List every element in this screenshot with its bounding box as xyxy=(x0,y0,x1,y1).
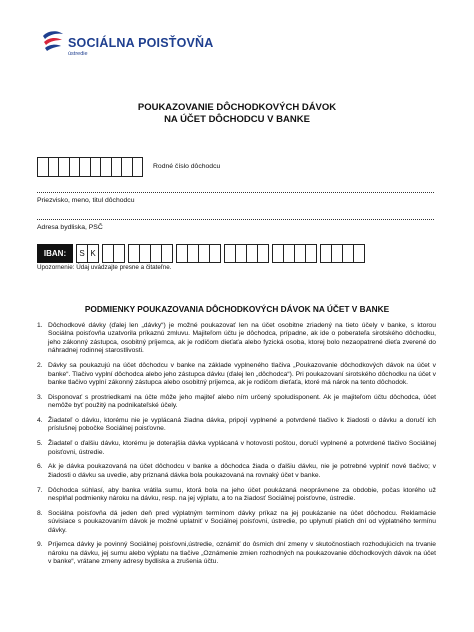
iban-digit-box[interactable] xyxy=(353,244,365,263)
conditions-list xyxy=(37,322,436,573)
condition-item: 5. Žiadateľ o ďalšiu dávku, ktorému je doterajšia dávka vyplácaná v hotovosti poštou, doručí vyplnené a potvrdené tlačivo Sociálnej poisťovni, ústredie. xyxy=(37,440,436,456)
iban-digit-box[interactable] xyxy=(209,244,221,263)
iban-digit-box[interactable] xyxy=(305,244,317,263)
iban-digit-box[interactable] xyxy=(113,244,125,263)
iban-prefix-box: S xyxy=(76,244,88,263)
iban-input[interactable] xyxy=(76,244,364,263)
name-field-label: Priezvisko, meno, titul dôchodcu xyxy=(37,197,135,204)
logo xyxy=(40,28,214,58)
condition-item: 7. Dôchodca súhlasí, aby banka vrátila sumu, ktorá bola na jeho účet poukázaná neoprávnene za obdobie, počas ktorého už nesplňal podmienky nároku na dávku, resp. na jej výplatu, a to na žiadosť Sociálnej poisťovne, ústredie. xyxy=(37,486,436,503)
name-field-line[interactable] xyxy=(37,192,434,193)
upozornenie-note: Upozornenie: Údaj uvádzajte presne a čitateľne. xyxy=(37,264,172,271)
form-title-line-1: POUKAZOVANIE DÔCHODKOVÝCH DÁVOK xyxy=(137,102,337,113)
condition-item: 9. Príjemca dávky je povinný Sociálnej poisťovni,ústredie, oznámiť do ôsmich dní zmeny v skutočnostiach rozhodujúcich na trvanie nároku na dávku, jej sumu alebo výplatu na tlačive „Oznámenie zmien rozhodných na poukazovanie dôchodkových dávok na účet v banke“, vrátane zmeny adresy bydliska a zrušenia účtu. xyxy=(37,541,436,566)
condition-item: 1. Dôchodkové dávky (ďalej len „dávky“) je možné poukazovať len na účet osobitne zriadený na tieto účely v banke, s ktorou Sociálna poisťovňa uzatvorila príkaznú zmluvu. Majiteľom účtu je dôchodca, prípadne, ak ide o poberateľa sirotského dôchodku, jeho zákonný zástupca, osobitný príjemca, ak je rodičom dieťaťa alebo fyzická osoba, ktorej bolo nezaopatrené dieťa zverené do náhradnej rodinnej starostlivosti. xyxy=(37,322,436,355)
logo-subtitle: ústredie xyxy=(68,51,88,57)
form-title-line-2: NA ÚČET DÔCHODCU V BANKE xyxy=(164,114,310,125)
iban-digit-box[interactable] xyxy=(161,244,173,263)
rodne-cislo-label: Rodné číslo dôchodcu xyxy=(153,163,221,170)
conditions-title: PODMIENKY POUKAZOVANIA DÔCHODKOVÝCH DÁVOK NA ÚČET V BANKE xyxy=(84,304,390,314)
condition-item: 4. Žiadateľ o dávku, ktorému nie je vyplácaná žiadna dávka, pripojí vyplnené a potvrdené tlačivo k žiadosti o dávku a doručí ich príslušnej pobočke Sociálnej poisťovne. xyxy=(37,416,436,433)
digit-box[interactable] xyxy=(132,157,144,177)
iban-digit-box[interactable] xyxy=(257,244,269,263)
rodne-cislo-input[interactable] xyxy=(37,157,142,177)
logo-name: SOCIÁLNA POISŤOVŇA xyxy=(68,36,214,50)
address-field-label: Adresa bydliska, PSČ xyxy=(37,224,103,231)
condition-item: 3. Disponovať s prostriedkami na účte môže jeho majiteľ alebo ním určený spoludisponent. Ak je majiteľom účtu dôchodca, účet nemôže byť použitý na podnikateľské účely. xyxy=(37,393,436,410)
condition-item: 6. Ak je dávka poukazovaná na účet dôchodcu v banke a dôchodca žiada o ďalšiu dávku, nie je potrebné vyplniť nové tlačivo; v žiadosti o dávku sa uvedie, aby priznaná dávka bola poukazovaná na rovnaký účet v banke. xyxy=(37,463,436,479)
iban-label: IBAN: xyxy=(37,244,73,263)
condition-item: 8. Sociálna poisťovňa dá jeden deň pred výplatným termínom dávky príkaz na jej poukázanie na účet dôchodcu. Reklamácie súvisiace s poukazovaním dávok je možné uplatniť v Sociálnej poisťovni, ústredie, po uplynutí piatich dní od výplatného termínu dávky. xyxy=(37,509,436,534)
condition-item: 2. Dávky sa poukazujú na účet dôchodcu v banke na základe vyplneného tlačiva „Poukazovanie dôchodkových dávok na účet v banke“. Tlačivo vyplní dôchodca alebo jeho zástupca dávku (ďalej len „dôchodca“). Pri poukazovaní sirotského dôchodku na účet v banke tlačivo vyplní zákonný zástupca alebo osobitný príjemca, ak je rodičom dieťaťa, ktoré má nárok na tento dôchodok. xyxy=(37,362,436,387)
address-field-line[interactable] xyxy=(37,219,434,220)
iban-prefix-box: K xyxy=(87,244,99,263)
logo-emblem-icon xyxy=(40,28,66,58)
